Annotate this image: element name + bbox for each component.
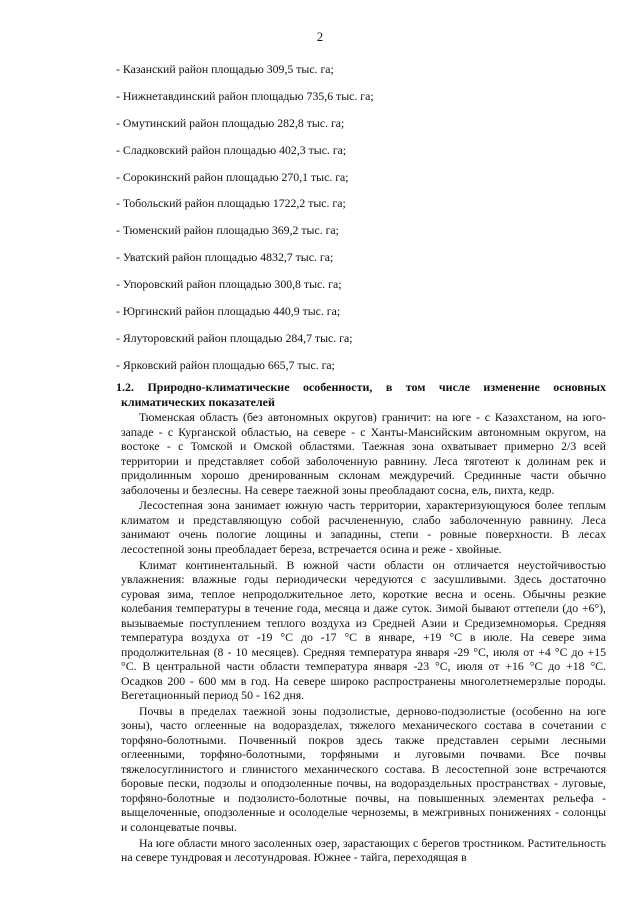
paragraph-soils: Почвы в пределах таежной зоны подзолистые, дерново-подзолистые (особенно на юге зоны), часто оглеенные на водоразделах, тяжелого механического состава в сочетании с торфяно-болотными. Почвенный покров здесь также представлен серыми лесными оглеенными, торфяно-болотными, торфяными и луговыми почвами. Все почвы тяжелосуглинистого и глинистого механического состава. В лесостепной зоне встречаются боровые пески, подзолы и оподзоленные почвы, на водораздельных пространствах - луговые, торфяно-болотные и подзолисто-болотные почвы, на повышенных элементах рельефа - выщелоченные, оподзоленные и осолоделые черноземы, в межгривных понижениях - солонцы и солонцеватые почвы. [121, 703, 606, 834]
list-item: - Юргинский район площадью 440,9 тыс. га; [116, 304, 341, 319]
list-item: - Сладковский район площадью 402,3 тыс. га; [116, 142, 347, 157]
list-item: - Казанский район площадью 309,5 тыс. га; [116, 62, 334, 76]
section-number: 1.2. [116, 380, 134, 394]
list-item: - Тобольский район площадью 1722,2 тыс. га; [116, 196, 346, 211]
district-list [116, 59, 374, 382]
section-title: Природно-климатические особенности, в том числе изменение основных климатических показателей [121, 380, 607, 409]
paragraph-climate: Климат континентальный. В южной части области он отличается неустойчивостью увлажнения: влажные годы периодически чередуются с засушливыми. Здесь достаточно суровая зима, теплое непродолжительное лето, короткие весна и осень. Обычны резкие колебания температуры в течение года, месяца и даже суток. Зимой бывают оттепели (до +6°), вызываемые поступлением теплого воздуха из Средней Азии и Средиземноморья. Средняя температура воздуха от -19 °С до -17 °С в январе, +19 °С в июле. На севере зима продолжительная (8 - 10 месяцев). Средняя температура января -29 °С, июля от +4 °С до +15 °С. В центральной части области температура января -23 °С, июля от +16 °С до +18 °С. Осадков 200 - 600 мм в год. На севере широко распространены многолетнемерзлые породы. Вегетационный период 50 - 162 дня. [121, 557, 606, 703]
paragraph-lakes: На юге области много засоленных озер, зарастающих с берегов тростником. Растительность на севере тундровая и лесотундровая. Южнее - тайга, переходящая в [121, 835, 606, 865]
climate-section [116, 380, 607, 865]
list-item: - Сорокинский район площадью 270,1 тыс. га; [116, 169, 349, 184]
list-item: - Омутинский район площадью 282,8 тыс. га; [116, 115, 345, 130]
list-item: - Упоровский район площадью 300,8 тыс. га; [116, 277, 342, 292]
section-heading [116, 380, 607, 409]
list-item: - Тюменский район площадью 369,2 тыс. га; [116, 223, 339, 238]
paragraph-borders: Тюменская область (без автономных округов) граничит: на юге - с Казахстаном, на юго-западе - с Курганской областью, на севере - с Ханты-Мансийским автономным округом, на востоке - с Томской и Омской областями. Таежная зона охватывает примерно 2/3 всей территории и представляет собой заболоченную равнину. Леса тяготеют к долинам рек и придолинным хорошо дренированным склонам междуречий. Срединные части обычно заболочены и безлесны. На севере таежной зоны преобладают сосна, ель, пихта, кедр. [121, 410, 606, 497]
list-item: - Нижнетавдинский район площадью 735,6 тыс. га; [116, 88, 374, 103]
list-item: - Уватский район площадью 4832,7 тыс. га; [116, 250, 334, 265]
paragraph-forest-steppe: Лесостепная зона занимает южную часть территории, характеризующуюся более теплым климатом и представляющую собой расчлененную, слабо заболоченную равнину. Леса занимают очень пологие лощины и западины, степи - ровные поверхности. В лесах лесостепной зоны преобладает береза, встречается осина и реже - хвойные. [121, 498, 606, 556]
page-number: 2 [316, 30, 324, 44]
list-item: - Ялуторовский район площадью 284,7 тыс. га; [116, 330, 353, 345]
list-item: - Ярковский район площадью 665,7 тыс. га; [116, 357, 335, 372]
